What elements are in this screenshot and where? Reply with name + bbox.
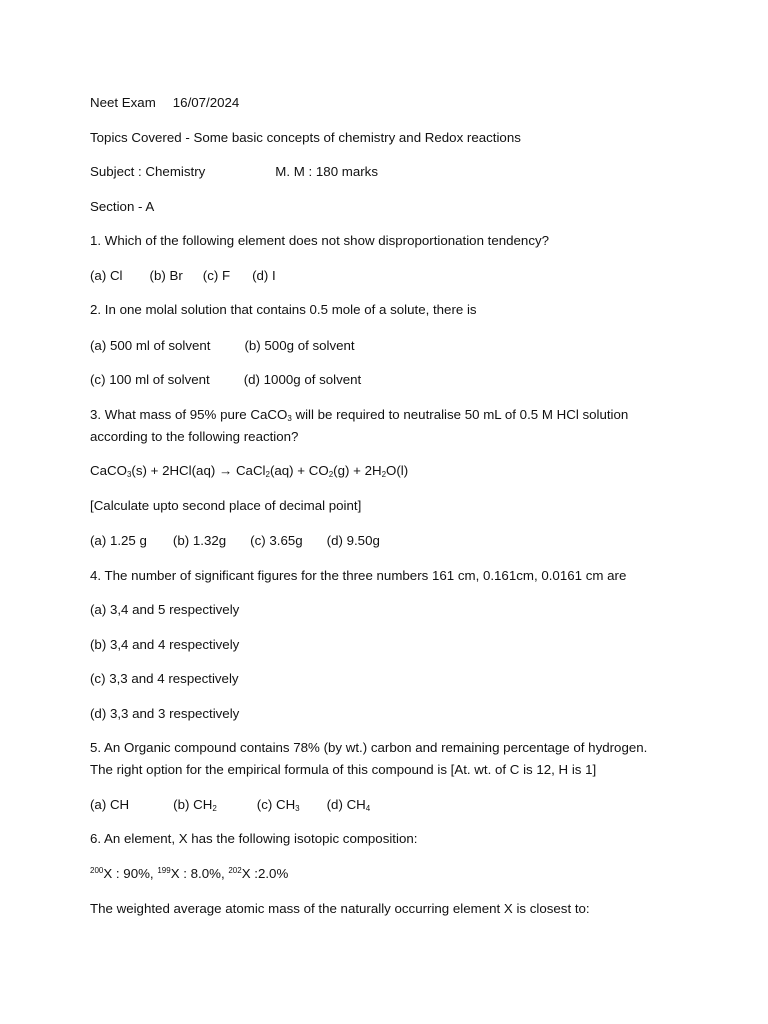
option: (c) $CH_3$ [256, 797, 300, 813]
topics-line: Topics Covered - Some basic concepts of chemistry and Redox reactions [90, 130, 521, 145]
question-3: 3. What mass of 95% pure CaCO$_3$ will be required to neutralise 50 mL of 0.5 M HCl solution according to the following reaction? [90, 407, 629, 444]
question-3-options [90, 532, 380, 550]
option: (b) 1.32g [172, 533, 227, 548]
option: (a) CH [90, 797, 130, 812]
option: (a) 1.25 g [90, 533, 147, 548]
exam-name: Neet Exam [90, 95, 156, 110]
reaction-equation: CaCO$_3$(s) + 2HCl(aq) → CaCl$_2$(aq) + $CO_2(g) + 2H_2O(l)$ [90, 463, 409, 479]
option: (c) F [202, 268, 231, 283]
question-5: 5. An Organic compound contains 78% (by wt.) carbon and remaining percentage of hydrogen. The right option for the empirical formula of this compound is [At. wt. of C is 12, H is 1] [90, 740, 648, 777]
subject: Subject : Chemistry [90, 164, 206, 179]
option: (d) 1000g of solvent [243, 372, 362, 387]
option: (a) Cl [90, 268, 123, 283]
question-6: 6. An element, X has the following isotopic composition: [90, 831, 418, 846]
option: (d) $CH_4$ [326, 797, 371, 813]
question-2-options-row1 [90, 337, 355, 355]
question-4: 4. The number of significant figures for the three numbers 161 cm, 0.161cm, 0.0161 cm are [90, 568, 627, 583]
exam-header [90, 94, 239, 112]
question-2-options-row2 [90, 371, 361, 389]
option: (a) 3,4 and 5 respectively [90, 602, 240, 617]
question-3-note: [Calculate upto second place of decimal point] [90, 498, 362, 513]
isotopic-composition: $^{200}$X : 90%, $^{199}$X : 8.0%, $^{202}$X :2.0% [90, 866, 289, 881]
option: (b) Br [149, 268, 183, 283]
option: (b) 3,4 and 4 respectively [90, 637, 240, 652]
question-2: 2. In one molal solution that contains 0.5 mole of a solute, there is [90, 302, 477, 317]
max-marks: M. M : 180 marks [275, 164, 378, 179]
question-6-ask: The weighted average atomic mass of the naturally occurring element X is closest to: [90, 901, 590, 916]
question-5-options [90, 796, 370, 814]
option: (a) 500 ml of solvent [90, 338, 211, 353]
option: (d) I [252, 268, 276, 283]
option: (b) 500g of solvent [244, 338, 355, 353]
option: (d) 3,3 and 3 respectively [90, 706, 240, 721]
option: (c) 3,3 and 4 respectively [90, 671, 239, 686]
option: (c) 3.65g [250, 533, 303, 548]
option: (d) 9.50g [326, 533, 380, 548]
option: (b) $CH_2$ [173, 797, 217, 813]
exam-date: 16/07/2024 [172, 95, 240, 110]
option: (c) 100 ml of solvent [90, 372, 210, 387]
section-heading: Section - A [90, 199, 155, 214]
question-1-options [90, 267, 276, 285]
question-1: 1. Which of the following element does not show disproportionation tendency? [90, 233, 550, 248]
subject-line [90, 163, 378, 181]
